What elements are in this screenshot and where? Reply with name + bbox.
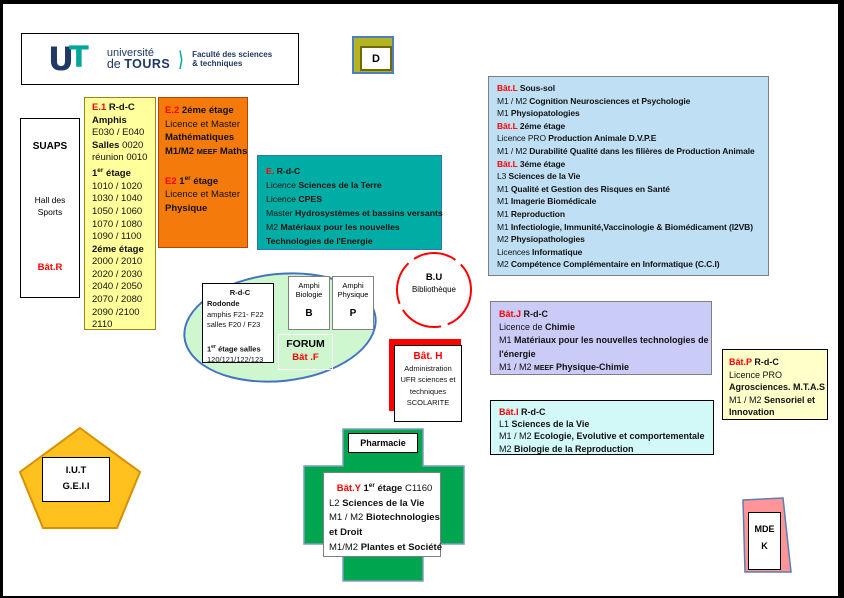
text-line (329, 511, 440, 526)
text-segment: R-d-C (518, 407, 546, 417)
text-segment: Cognition Neurosciences et Psychologie (529, 95, 691, 106)
text-line (395, 374, 461, 386)
bu-title: B.U (425, 272, 443, 283)
text-line (395, 363, 461, 375)
text-segment: 1030 / 1040 (92, 193, 143, 205)
text-segment: Hydrosystèmes et bassins versants (294, 208, 443, 218)
text-line (207, 299, 273, 310)
text-line (207, 331, 273, 342)
forum-label (278, 334, 333, 370)
text-line (729, 394, 827, 407)
text-line (92, 127, 155, 140)
text-segment: M1/M2 (329, 541, 361, 553)
text-segment: 1070 / 1080 (92, 218, 143, 230)
text-line (329, 541, 440, 556)
text-line (329, 497, 440, 512)
text-line (497, 107, 768, 120)
text-segment: Mathématiques (165, 132, 235, 143)
text-segment: er (368, 482, 375, 489)
text-line (266, 178, 441, 192)
text-line (499, 348, 711, 361)
text-segment: Licence (266, 180, 299, 190)
text-segment: M1 / M2 (497, 95, 530, 106)
amphi-physique-line2: Physique (337, 290, 369, 299)
text-line (497, 170, 768, 183)
suaps-desc-line2: Sports (37, 207, 63, 217)
text-line (165, 172, 247, 189)
text-segment: MEEF (534, 364, 554, 372)
amphi-physique-letter: P (349, 308, 357, 319)
text-segment: E2 (165, 175, 177, 187)
text-segment: Rodonde (207, 298, 240, 308)
text-segment: 3éme étage (517, 158, 566, 169)
text-segment: 2070 / 2080 (92, 294, 143, 306)
text-segment: étage (190, 175, 219, 187)
text-segment: SCOLARITE (406, 398, 450, 407)
text-segment: E. (266, 166, 275, 176)
frame-top (0, 0, 844, 4)
amphi-physique (332, 276, 374, 330)
mde-label: MDE (754, 524, 775, 534)
text-line (92, 219, 155, 232)
text-segment: 2000 / 2010 (92, 256, 143, 268)
text-segment: Physique (165, 202, 208, 214)
text-segment: E.1 (92, 102, 107, 113)
logo-universite: université (106, 47, 154, 59)
text-line (92, 165, 155, 181)
text-line (499, 430, 713, 442)
text-segment: Amphis (92, 114, 127, 126)
logo-de: de (106, 57, 125, 71)
building-e1 (84, 97, 156, 330)
text-line (165, 158, 247, 172)
text-line (497, 158, 768, 171)
text-segment: réunion 0010 (92, 152, 148, 164)
text-line (729, 369, 827, 382)
text-segment: Matériaux pour les nouvelles technologies de (514, 335, 709, 346)
text-segment: er (97, 166, 104, 174)
logo-tours: TOURS (124, 57, 171, 71)
text-line (499, 418, 713, 430)
building-e2 (158, 97, 248, 248)
text-segment: Bât.I (499, 407, 519, 417)
logo-de-tours (107, 59, 170, 70)
text-segment: Plantes et Société (360, 541, 442, 553)
text-segment: Physiopatologies (510, 108, 580, 119)
text-segment: Licence PRO (729, 369, 783, 380)
building-bu-library (394, 250, 474, 330)
forum-title: FORUM (286, 338, 325, 350)
text-line (497, 145, 768, 158)
text-line (92, 181, 155, 194)
text-segment: Sciences de la Terre (298, 180, 382, 190)
text-line (207, 288, 273, 299)
text-line (497, 258, 768, 271)
amphi-biologie-line2: Biologie (295, 290, 323, 299)
amphi-biologie (288, 276, 330, 330)
building-i (490, 400, 714, 455)
frame-left (0, 0, 3, 598)
suaps-desc (21, 194, 79, 218)
text-segment: Infectiologie, Immunité,Vaccinologie & Biomédicament (I2VB) (510, 221, 753, 232)
suaps-desc-line1: Hall des (34, 195, 66, 205)
text-line (92, 231, 155, 244)
building-d-label: D (360, 46, 392, 71)
university-logo-banner (21, 33, 299, 85)
text-segment: M1 (497, 208, 511, 219)
bu-subtitle: Bibliothèque (411, 285, 457, 294)
text-segment: Salles (92, 139, 123, 151)
text-segment: Informatique (532, 246, 583, 257)
text-segment: 1090 / 1100 (92, 231, 142, 243)
text-line (266, 164, 441, 178)
text-line (497, 246, 768, 259)
text-segment: Sous-sol (517, 83, 555, 93)
text-line (729, 406, 827, 419)
text-line (497, 233, 768, 246)
text-segment: E.2 (165, 105, 180, 116)
text-line (497, 208, 768, 221)
text-line (92, 269, 155, 282)
text-segment: Compétence Complémentaire en Informatique (C.C.I) (510, 259, 720, 270)
text-segment: Durabilité Qualité dans les filières de Production Animale (529, 145, 755, 156)
text-line (497, 132, 768, 145)
faculty-line1: Faculté des sciences (192, 49, 273, 59)
text-line (92, 115, 155, 128)
faculty-line2: & techniques (192, 59, 243, 68)
text-segment: étage (374, 483, 405, 495)
text-line (165, 118, 247, 132)
faculty-name (192, 50, 272, 69)
text-line (497, 82, 768, 95)
text-segment: 2110 (92, 319, 113, 331)
iut-label: I.U.T (65, 465, 87, 476)
text-line (499, 361, 711, 375)
mde-k-label: K (761, 541, 768, 551)
text-segment (165, 159, 168, 170)
text-segment: Sensoriel et (764, 394, 816, 405)
text-segment: 1010 / 1020 (92, 180, 143, 192)
text-segment: M1 (497, 183, 511, 194)
text-line (499, 443, 713, 455)
text-segment: L2 (329, 497, 343, 509)
text-segment: 1 (207, 344, 212, 354)
text-segment: techniques (409, 386, 447, 396)
text-line (395, 351, 461, 363)
ut-monogram-icon (48, 42, 100, 76)
text-segment: R-d-C (106, 102, 135, 113)
text-line (92, 152, 155, 165)
text-segment: Licence et Master (165, 118, 240, 130)
building-e (257, 155, 442, 250)
text-segment: Technologies de l'Energie (266, 236, 373, 246)
text-line (266, 234, 441, 248)
text-line (499, 334, 711, 347)
svg-text:T: T (68, 42, 89, 74)
text-line (92, 244, 155, 257)
text-segment: Bât. H (413, 351, 443, 362)
bu-text (394, 272, 474, 294)
building-h (394, 345, 462, 422)
building-iut (42, 457, 110, 502)
text-segment: M2 (497, 234, 511, 245)
text-line (92, 140, 155, 153)
text-segment: UFR sciences et (400, 375, 456, 384)
text-segment: M1 / M2 (729, 394, 765, 405)
text-segment: M2 (266, 222, 281, 232)
text-segment: 1050 / 1060 (92, 205, 143, 217)
frame-right (838, 0, 844, 598)
text-segment: Bât.J (499, 309, 522, 319)
text-line (266, 220, 441, 234)
text-segment: M1 (497, 196, 511, 207)
text-segment: M1 (497, 108, 511, 119)
text-segment: Physiopathologies (510, 234, 585, 245)
text-segment: 2éme étage (92, 243, 144, 255)
text-line (165, 202, 247, 216)
text-line (92, 281, 155, 294)
suaps-title: SUAPS (32, 141, 68, 152)
building-p (722, 349, 828, 420)
text-segment: Chimie (545, 322, 576, 333)
building-y (323, 472, 441, 557)
text-line (497, 195, 768, 208)
text-segment: Maths (217, 145, 248, 157)
amphi-biologie-line1: Amphi (298, 281, 320, 290)
text-segment: M2 (497, 259, 511, 270)
text-segment: Physique-Chimie (553, 361, 630, 372)
text-segment: R-d-C (229, 288, 251, 297)
building-mde (748, 512, 781, 570)
text-segment: Sciences de la Vie (511, 419, 590, 430)
building-d (352, 36, 394, 74)
text-line (329, 479, 440, 497)
text-segment: 2éme étage (179, 105, 234, 116)
text-line (266, 206, 441, 220)
text-segment: Licence de (499, 322, 546, 333)
text-line (165, 145, 247, 159)
building-rodonde (202, 283, 274, 363)
text-line (165, 131, 247, 145)
text-segment: R-d-C (274, 166, 301, 176)
building-suaps (20, 118, 80, 298)
text-segment: Bât.L (497, 83, 518, 93)
text-segment: CPES (298, 194, 323, 204)
text-line (92, 256, 155, 269)
text-segment: M1 (499, 335, 515, 346)
text-segment: amphis F21- F22 (207, 309, 264, 319)
text-segment: Ecologie, Evolutive et comportementale (534, 431, 705, 442)
text-segment: Qualité et Gestion des Risques en Santé (510, 183, 670, 194)
text-line (92, 193, 155, 206)
text-segment: Innovation (729, 407, 775, 418)
text-line (395, 386, 461, 398)
text-segment: 2éme étage (517, 120, 566, 131)
amphi-physique-line1: Amphi (342, 281, 364, 290)
text-segment: Sciences de la Vie (508, 171, 581, 182)
text-segment: Bât.P (729, 357, 752, 367)
text-segment: Imagerie Biomédicale (510, 196, 597, 207)
text-segment: Licence PRO (497, 133, 549, 144)
text-line (499, 406, 713, 418)
text-segment: 0020 (122, 139, 144, 151)
suaps-bat-label: Bât.R (37, 262, 63, 273)
text-segment: M1 / M2 (497, 145, 530, 156)
text-line (207, 355, 273, 366)
text-line (497, 120, 768, 133)
text-segment: 120/121/122/123 (207, 355, 264, 365)
text-segment: R-d-C (751, 357, 779, 367)
text-segment: C1160 (404, 483, 433, 495)
svg-text:U: U (47, 42, 74, 76)
text-line (207, 310, 273, 321)
text-line (729, 356, 827, 369)
text-line (499, 321, 711, 334)
text-segment: M1 / M2 (329, 512, 366, 524)
text-segment: 2040 / 2050 (92, 281, 143, 293)
text-line (207, 320, 273, 331)
building-j (490, 301, 712, 375)
text-segment: M2 (499, 443, 515, 454)
pharmacie-label: Pharmacie (348, 433, 418, 453)
text-segment: er (184, 174, 191, 182)
text-segment: MEEF (196, 146, 218, 156)
text-segment (207, 331, 209, 340)
forum-bat-f-label: Bât .F (292, 352, 319, 363)
text-segment: Licence et Master (165, 189, 240, 201)
text-segment: Matériaux pour les nouvelles (280, 222, 400, 232)
text-segment: L1 (499, 419, 512, 430)
building-l (488, 76, 769, 276)
text-segment: Bât.L (497, 158, 518, 169)
text-line (329, 526, 440, 541)
text-segment: E030 / E040 (92, 127, 145, 139)
text-segment: 2090 /2100 (92, 306, 140, 318)
text-segment: M1 (497, 221, 511, 232)
text-line (92, 102, 155, 115)
text-line (92, 206, 155, 219)
text-segment: R-d-C (521, 309, 549, 319)
text-line (92, 319, 155, 332)
text-segment: étage (103, 168, 131, 180)
text-line (497, 95, 768, 108)
text-line (92, 307, 155, 320)
text-segment: 1 (360, 483, 369, 495)
text-segment: Biologie de la Reproduction (514, 443, 634, 454)
text-segment: Bât.L (497, 120, 518, 131)
text-segment: Master (266, 208, 295, 218)
text-line (395, 397, 461, 409)
text-line (92, 294, 155, 307)
text-segment: étage salles (216, 344, 261, 354)
text-line (207, 342, 273, 355)
text-line (729, 381, 827, 394)
text-segment: Bât.Y (336, 483, 361, 495)
text-segment: Administration (404, 363, 452, 373)
text-segment: 1 (176, 175, 185, 187)
logo-wordmark (107, 48, 170, 70)
text-segment: Biotechnologies (365, 512, 440, 524)
text-line (165, 188, 247, 202)
amphi-biologie-letter: B (305, 308, 313, 319)
text-segment: Agrosciences. M.T.A.S (729, 382, 826, 393)
geii-label: G.E.I.I (62, 481, 90, 492)
text-segment: l'énergie (499, 348, 536, 359)
text-segment: er (211, 343, 216, 350)
text-line (499, 308, 711, 321)
logo-divider: ⟩ (178, 48, 184, 71)
text-segment: Licence (266, 194, 299, 204)
text-segment: Sciences de la Vie (342, 497, 425, 509)
text-segment: et Droit (329, 526, 363, 538)
text-segment: M1 / M2 (499, 431, 535, 442)
text-segment: salles F20 / F23 (207, 320, 261, 330)
text-segment: L3 (497, 171, 509, 182)
text-line (165, 104, 247, 118)
text-segment: Production Animale D.V.P.E (548, 133, 657, 144)
text-line (497, 221, 768, 234)
text-segment: Reproduction (510, 208, 565, 219)
text-segment: Licences (497, 246, 533, 257)
text-segment: 2020 / 2030 (92, 268, 143, 280)
text-segment: 1 (92, 168, 98, 180)
text-line (497, 183, 768, 196)
text-segment: M1/M2 (165, 145, 197, 157)
text-line (266, 192, 441, 206)
text-segment: M1 / M2 (499, 361, 535, 372)
